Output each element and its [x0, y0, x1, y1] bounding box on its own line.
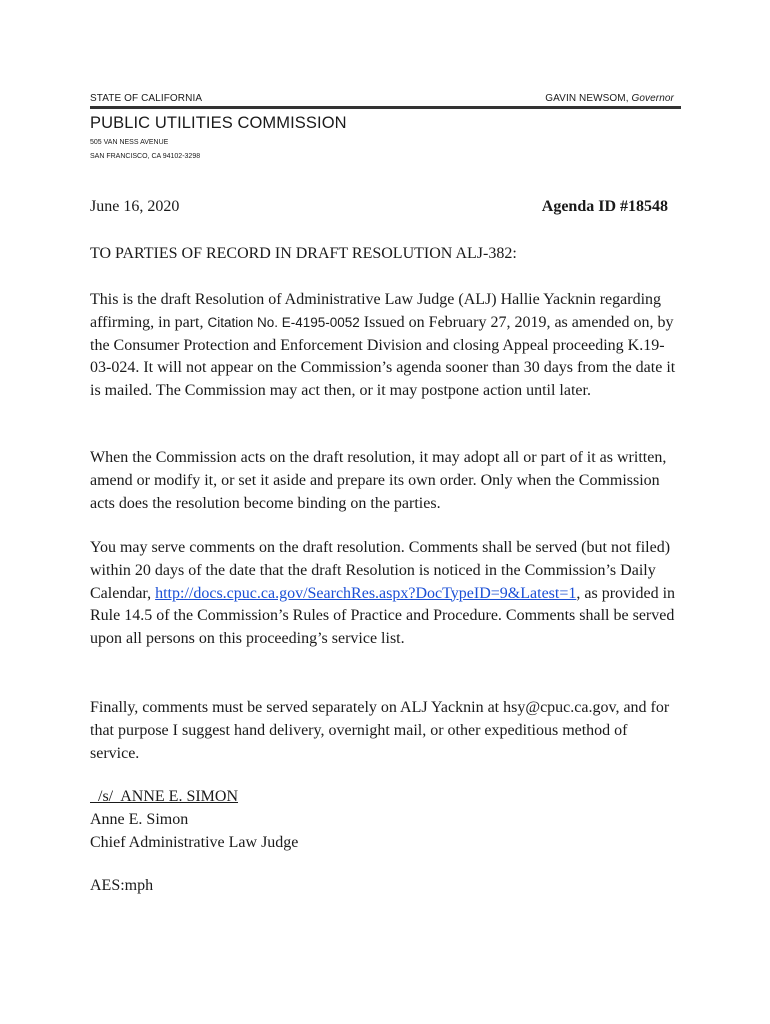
commission-name: PUBLIC UTILITIES COMMISSION	[90, 114, 347, 132]
typist-initials: AES:mph	[90, 877, 154, 894]
address-street: 505 VAN NESS AVENUE	[90, 139, 169, 146]
paragraph-service: Finally, comments must be served separately on ALJ Yacknin at hsy@cpuc.ca.gov, and for that purpose I suggest hand delivery, overnight mail, or other expeditious method of service.	[90, 699, 670, 762]
governor-title: Governor	[631, 93, 674, 104]
daily-calendar-link[interactable]: http://docs.cpuc.ca.gov/SearchRes.aspx?DocTypeID=9&Latest=1	[155, 584, 577, 602]
signature-signed: /s/ ANNE E. SIMON	[90, 788, 239, 805]
signature-title: Chief Administrative Law Judge	[90, 834, 299, 851]
signature-name: Anne E. Simon	[90, 811, 189, 828]
signature-block	[90, 785, 298, 854]
governor-name: GAVIN NEWSOM,	[545, 93, 629, 104]
letter-date: June 16, 2020	[90, 198, 180, 215]
citation-number: Citation No. E-4195-0052	[207, 314, 360, 330]
paragraph1-text-b: Issued on February 27, 2019, as amended on, by the Consumer Protection and Enforcement Division and closing Appeal proceeding K.19-03-024. It will not appear on the Commission’s agenda sooner than 30 days from the date it is mailed. The Commission may act then, or it may postpone action until later.	[90, 313, 676, 400]
address-city: SAN FRANCISCO, CA 94102-3298	[90, 153, 201, 160]
paragraph-commission-action: When the Commission acts on the draft resolution, it may adopt all or part of it as written, amend or modify it, or set it aside and prepare its own order. Only when the Commission acts does the resolution become binding on the parties.	[90, 449, 667, 512]
paragraph3-text-b: , as provided in Rule 14.5 of the Commission’s Rules of Practice and Procedure. Comments shall be served upon all persons on this proceeding’s service list.	[90, 584, 676, 648]
letterhead-top-line	[90, 93, 674, 107]
governor-label	[545, 93, 674, 104]
agenda-id: Agenda ID #18548	[541, 198, 668, 215]
letterhead-rule	[90, 106, 681, 109]
salutation: TO PARTIES OF RECORD IN DRAFT RESOLUTION ALJ-382:	[90, 245, 517, 262]
paragraph-comments	[90, 537, 680, 651]
state-label: STATE OF CALIFORNIA	[90, 93, 203, 104]
paragraph3-text-a: You may serve comments on the draft resolution. Comments shall be served (but not filed) within 20 days of the date that the draft Resolution is noticed in the Commission’s Daily Calendar,	[90, 539, 671, 602]
paragraph1-text-a: This is the draft Resolution of Administrative Law Judge (ALJ) Hallie Yacknin regarding affirming, in part,	[90, 291, 662, 331]
paragraph-draft-resolution	[90, 289, 680, 403]
